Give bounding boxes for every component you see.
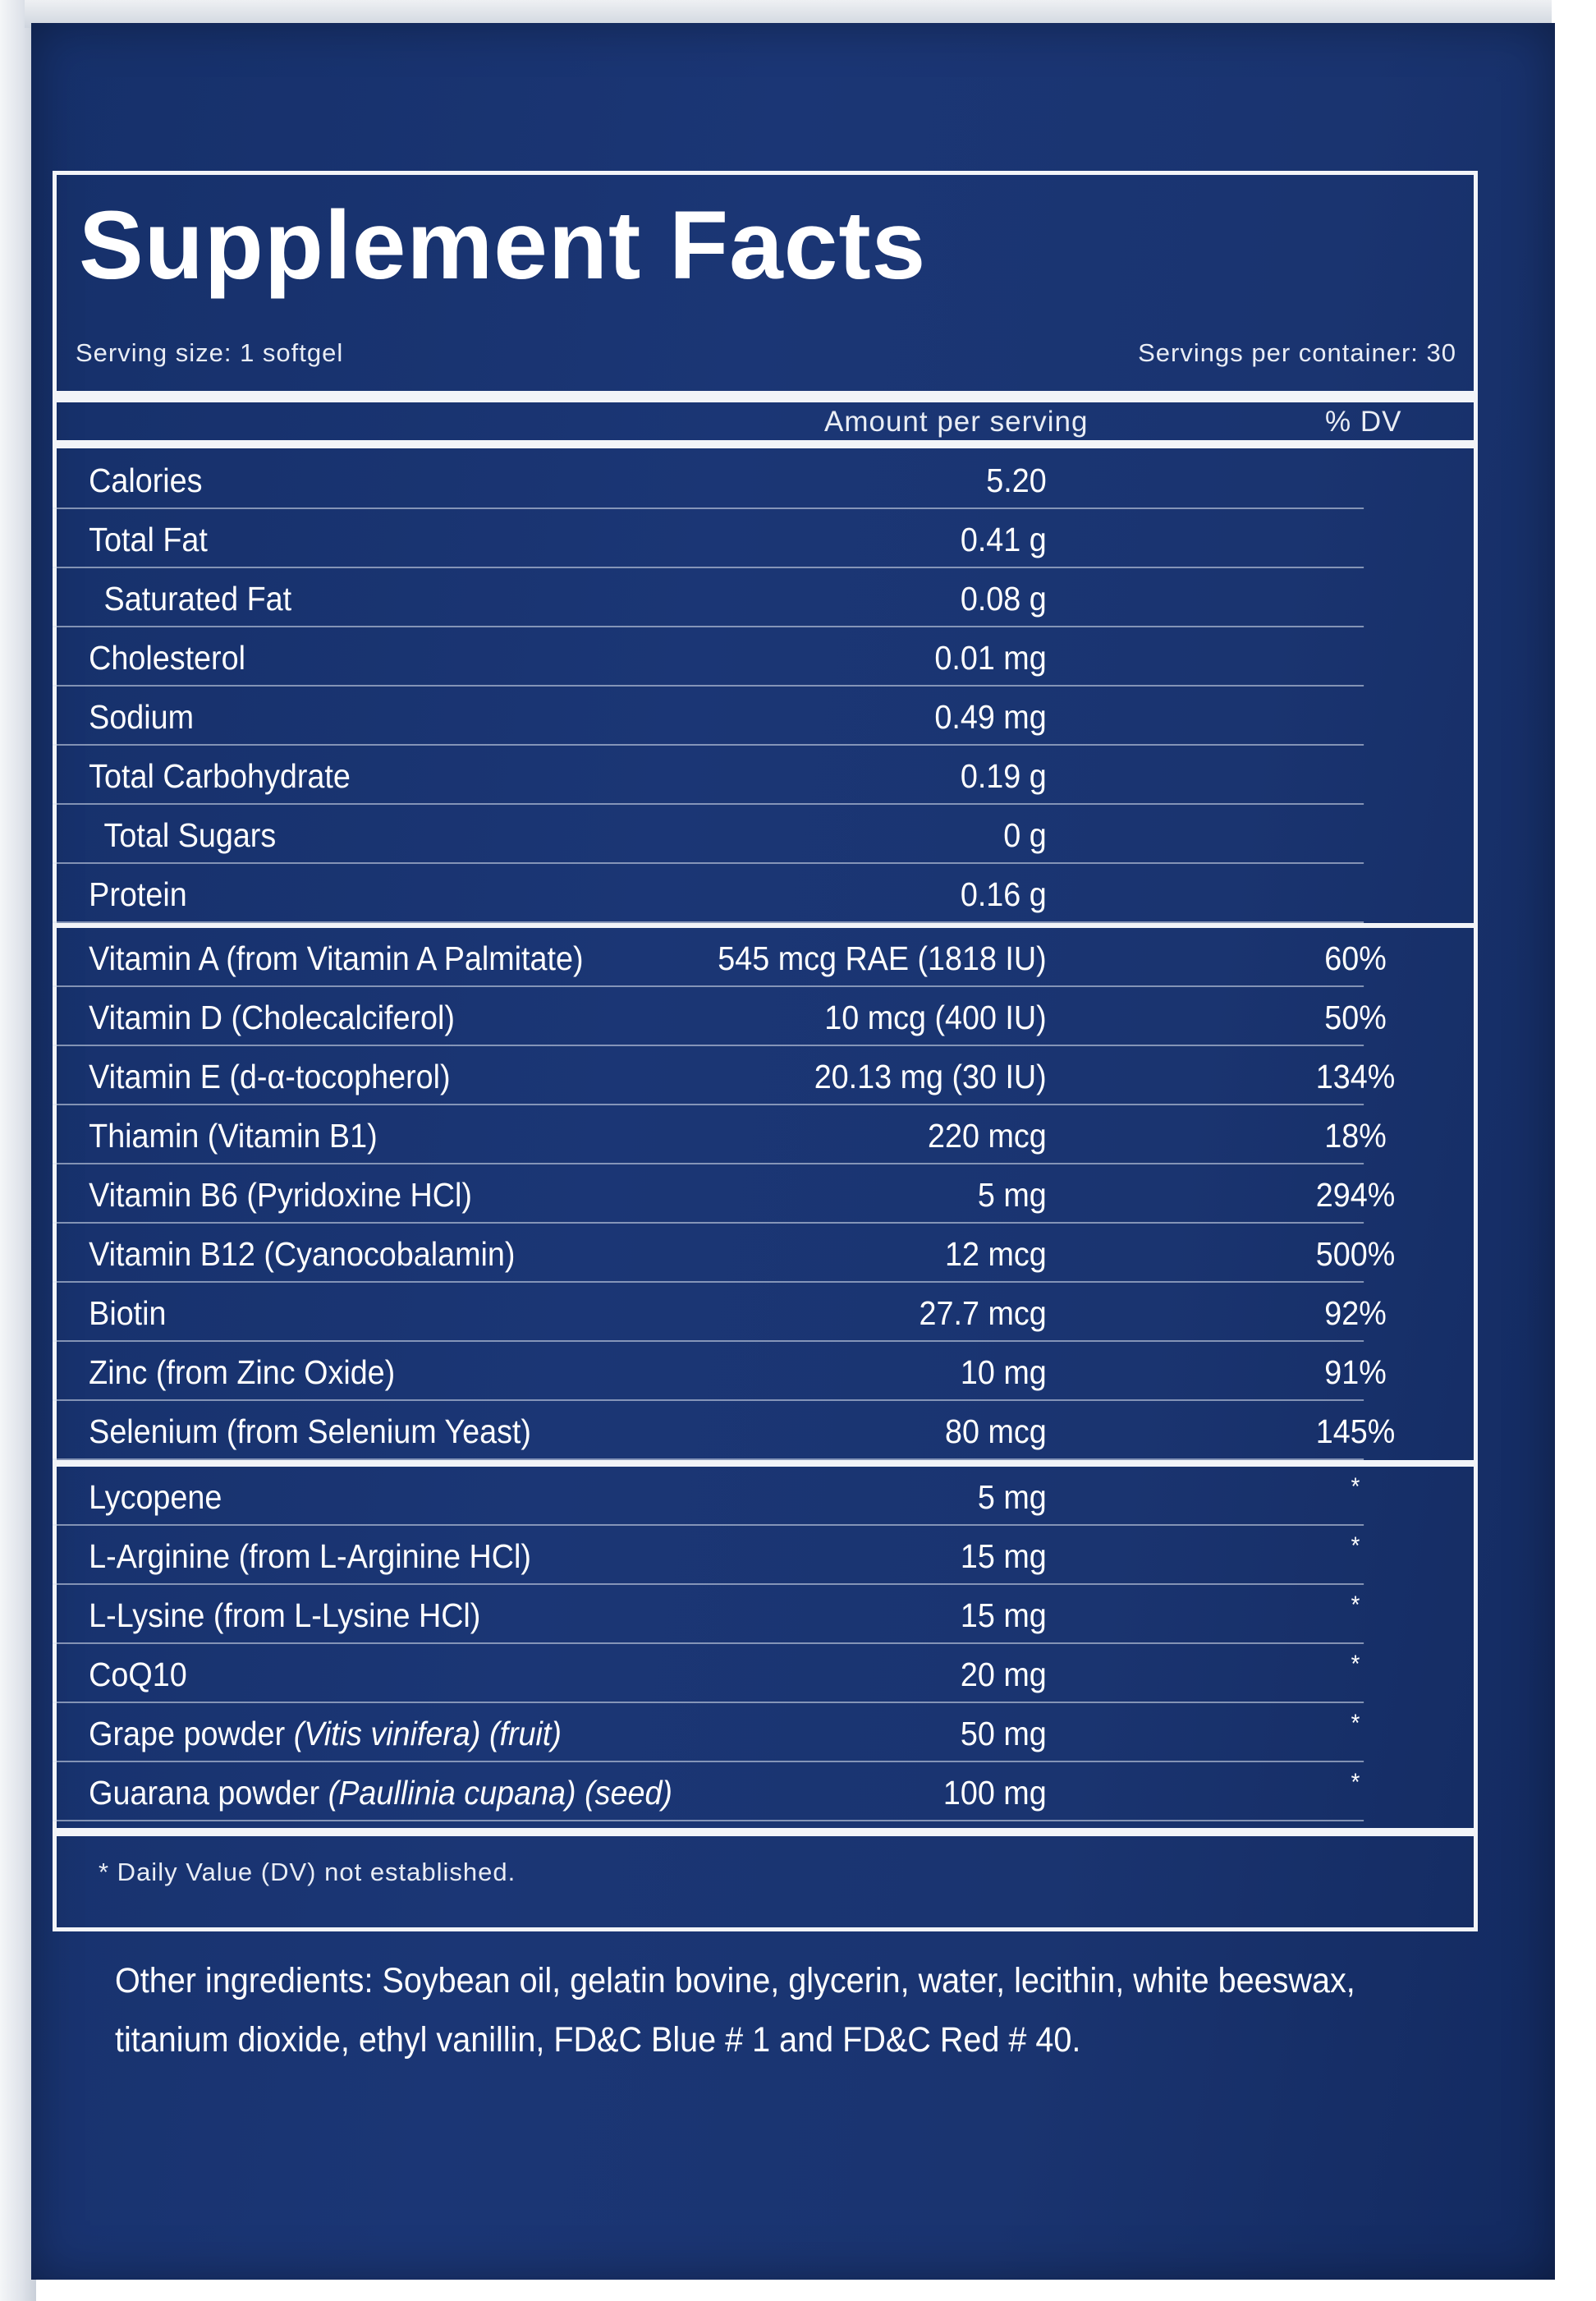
nutrient-row <box>53 746 1364 805</box>
nutrient-row <box>53 987 1387 1046</box>
nutrient-name-text: Saturated Fat <box>103 580 292 618</box>
nutrient-amount: 0.01 mg <box>934 639 1047 677</box>
nutrient-amount: 80 mcg <box>945 1412 1047 1450</box>
nutrient-name <box>89 1235 515 1274</box>
nutrient-name-text: L-Lysine (from L-Lysine HCl) <box>89 1596 481 1634</box>
other-nutrients-section <box>53 1467 1478 1821</box>
nutrient-name-text: L-Arginine (from L-Arginine HCl) <box>89 1537 531 1575</box>
nutrient-name-text: Vitamin B12 (Cyanocobalamin) <box>89 1235 516 1273</box>
nutrient-dv: 294% <box>1315 1176 1396 1214</box>
nutrient-amount: 5 mg <box>977 1478 1047 1516</box>
nutrient-row <box>53 1585 1364 1644</box>
nutrient-dv: 92% <box>1324 1294 1387 1332</box>
nutrient-name-text: Vitamin B6 (Pyridoxine HCl) <box>89 1176 472 1214</box>
nutrient-name <box>89 639 245 677</box>
nutrient-amount: 0.16 g <box>960 875 1047 913</box>
nutrient-name-text: Zinc (from Zinc Oxide) <box>89 1353 396 1391</box>
nutrient-amount: 5 mg <box>977 1176 1047 1214</box>
nutrient-name <box>89 1176 472 1215</box>
nutrient-amount: 5.20 <box>986 462 1047 499</box>
nutrient-row <box>53 1224 1396 1283</box>
nutrient-dv: * <box>1351 1473 1360 1500</box>
nutrient-amount: 20 mg <box>960 1656 1047 1693</box>
nutrient-amount: 0.08 g <box>960 580 1047 618</box>
nutrient-name-text: Calories <box>89 462 203 499</box>
nutrient-name <box>89 1294 166 1333</box>
nutrient-dv: * <box>1351 1769 1360 1796</box>
nutrient-amount: 0 g <box>1003 816 1047 854</box>
nutrient-name-text: Thiamin (Vitamin B1) <box>89 1117 378 1155</box>
nutrient-amount: 20.13 mg (30 IU) <box>814 1058 1047 1095</box>
nutrient-row <box>53 509 1364 568</box>
nutrient-name-text: Protein <box>89 875 187 913</box>
nutrient-row <box>53 1342 1387 1401</box>
serving-size: Serving size: 1 softgel <box>76 338 344 367</box>
nutrient-row <box>53 450 1364 509</box>
panel-title: Supplement Facts <box>79 191 927 300</box>
vitamins-section <box>53 928 1478 1460</box>
nutrient-name-text: Total Fat <box>89 521 208 558</box>
nutrient-name-text: Lycopene <box>89 1478 222 1516</box>
nutrient-dv: 145% <box>1315 1412 1396 1450</box>
nutrient-amount: 12 mcg <box>945 1235 1047 1273</box>
nutrient-row <box>53 627 1364 687</box>
divider-vitamins <box>53 1460 1478 1467</box>
nutrient-amount: 0.41 g <box>960 521 1047 558</box>
nutrient-row <box>53 864 1364 923</box>
nutrient-name-text: Vitamin D (Cholecalciferol) <box>89 999 455 1036</box>
nutrient-dv: 60% <box>1324 939 1387 977</box>
nutrient-name-text: Biotin <box>89 1294 167 1332</box>
nutrient-name <box>89 1774 672 1812</box>
nutrient-name <box>89 521 208 559</box>
dv-footnote: * Daily Value (DV) not established. <box>99 1858 516 1886</box>
nutrient-amount: 0.49 mg <box>934 698 1047 736</box>
nutrient-name-text: Guarana powder <box>89 1774 320 1812</box>
servings-per-container: Servings per container: 30 <box>1138 338 1456 367</box>
nutrient-amount: 15 mg <box>960 1537 1047 1575</box>
divider-thick-top <box>53 391 1478 402</box>
nutrient-name <box>89 462 202 500</box>
nutrient-row <box>53 687 1364 746</box>
nutrient-dv: * <box>1351 1651 1360 1678</box>
nutrient-row <box>53 1164 1396 1224</box>
nutrient-name <box>89 1412 531 1451</box>
nutrient-name <box>89 1596 480 1635</box>
nutrient-name-text: Vitamin E (d-α-tocopherol) <box>89 1058 451 1095</box>
nutrient-amount: 27.7 mcg <box>919 1294 1047 1332</box>
nutrient-row <box>53 928 1387 987</box>
nutrient-name <box>89 1715 562 1753</box>
other-ingredients: Other ingredients: Soybean oil, gelatin bovine, glycerin, water, lecithin, white beeswax, titanium dioxide, ethyl vanillin, FD&C Blue # 1 and FD&C Red # 40. <box>115 1961 1355 2060</box>
nutrient-row <box>53 1046 1396 1105</box>
macros-section <box>53 450 1478 923</box>
amount-header: Amount per serving <box>824 406 1089 438</box>
nutrient-amount: 10 mg <box>960 1353 1047 1391</box>
nutrient-dv: 50% <box>1324 999 1387 1036</box>
divider-bottom <box>53 1828 1478 1836</box>
nutrient-row <box>53 1526 1364 1585</box>
divider-header <box>53 440 1478 448</box>
nutrient-amount: 100 mg <box>942 1774 1047 1812</box>
nutrient-dv: * <box>1351 1591 1360 1619</box>
nutrient-name <box>104 580 292 618</box>
nutrient-dv: 18% <box>1324 1117 1387 1155</box>
column-header-row <box>53 402 1478 440</box>
nutrient-name <box>89 1353 395 1392</box>
nutrient-dv: * <box>1351 1710 1360 1737</box>
nutrient-name-text: Grape powder <box>89 1715 286 1752</box>
nutrient-amount: 220 mcg <box>928 1117 1047 1155</box>
nutrient-name <box>89 1478 222 1517</box>
nutrient-dv: 500% <box>1315 1235 1396 1273</box>
nutrient-amount: 10 mcg (400 IU) <box>824 999 1047 1036</box>
nutrient-name <box>89 1656 187 1694</box>
nutrient-name <box>89 1537 531 1576</box>
nutrient-row <box>53 1401 1396 1460</box>
nutrient-name-text: Selenium (from Selenium Yeast) <box>89 1412 531 1450</box>
nutrient-row <box>53 1644 1364 1703</box>
nutrient-row <box>53 805 1364 864</box>
nutrient-name <box>89 939 583 978</box>
nutrient-amount: 50 mg <box>960 1715 1047 1752</box>
nutrient-row <box>53 1762 1364 1821</box>
nutrient-amount: 545 mcg RAE (1818 IU) <box>718 939 1047 977</box>
nutrient-name-text: Vitamin A (from Vitamin A Palmitate) <box>89 939 584 977</box>
nutrient-latin-name: (Paullinia cupana) (seed) <box>328 1774 672 1812</box>
nutrient-name <box>89 757 351 796</box>
nutrient-row <box>53 1703 1364 1762</box>
nutrient-name <box>89 1058 450 1096</box>
nutrient-name <box>89 999 455 1037</box>
nutrient-name-text: Cholesterol <box>89 639 245 677</box>
nutrient-amount: 0.19 g <box>960 757 1047 795</box>
nutrient-dv: 134% <box>1315 1058 1396 1095</box>
nutrient-name <box>104 816 277 855</box>
nutrient-row <box>53 1467 1364 1526</box>
nutrient-dv: * <box>1351 1532 1360 1559</box>
nutrient-name <box>89 875 187 914</box>
nutrient-name-text: Total Sugars <box>103 816 277 854</box>
dv-header: % DV <box>1325 406 1402 438</box>
nutrient-row <box>53 568 1364 627</box>
nutrient-latin-name: (Vitis vinifera) (fruit) <box>293 1715 562 1752</box>
nutrient-name-text: CoQ10 <box>89 1656 187 1693</box>
nutrient-row <box>53 1283 1387 1342</box>
nutrient-dv: 91% <box>1324 1353 1387 1391</box>
nutrient-name <box>89 698 194 737</box>
nutrient-name-text: Total Carbohydrate <box>89 757 351 795</box>
nutrient-name <box>89 1117 377 1155</box>
nutrient-row <box>53 1105 1387 1164</box>
nutrient-amount: 15 mg <box>960 1596 1047 1634</box>
nutrient-name-text: Sodium <box>89 698 195 736</box>
